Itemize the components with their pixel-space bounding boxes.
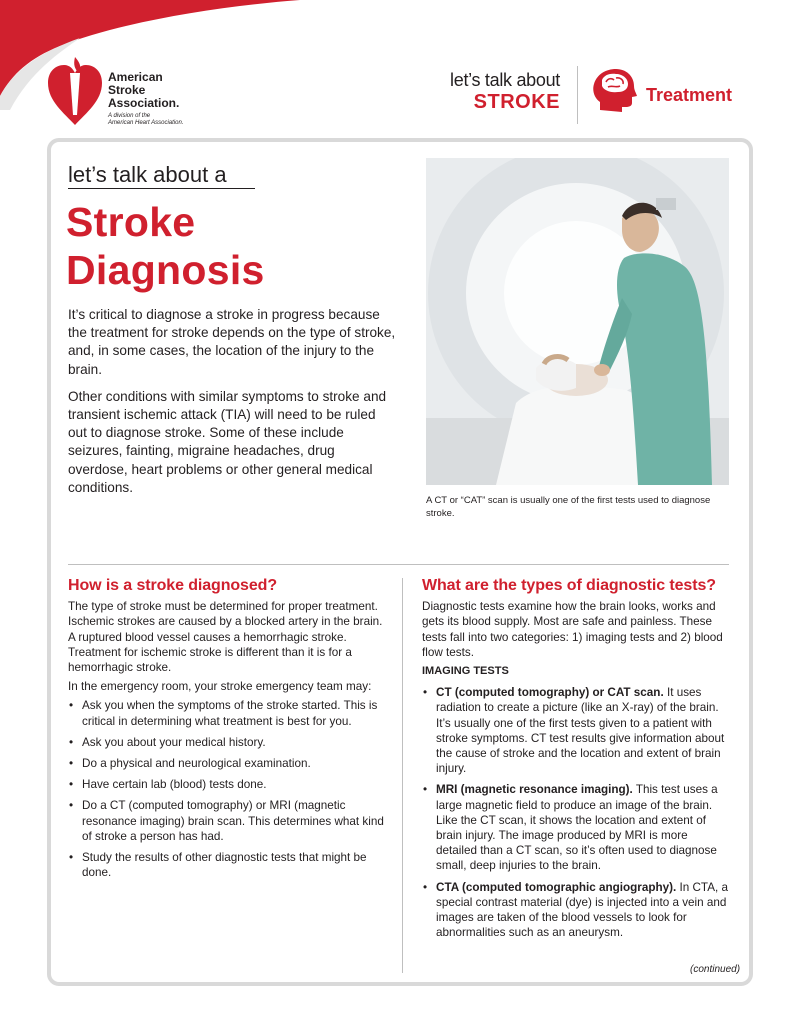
list-item: • Do a physical and neurological examination.	[68, 756, 386, 771]
list-item	[422, 685, 730, 776]
list-item: • Study the results of other diagnostic tests that might be done.	[68, 850, 386, 880]
header-divider	[577, 66, 578, 124]
logo-subtitle: A division of the American Heart Association.	[108, 113, 184, 126]
test-term: MRI (magnetic resonance imaging).	[436, 783, 633, 797]
series-header	[428, 70, 560, 114]
imaging-test-list	[422, 685, 730, 940]
left-paragraph: The type of stroke must be determined for proper treatment. Ischemic strokes are caused by a blocked artery in the brain. A ruptured blood vessel causes a hemorrhagic stroke. Treatment for ischemic stroke is different than it is for a hemorrhagic stroke.	[68, 600, 383, 675]
left-paragraph: In the emergency room, your stroke emergency team may:	[68, 680, 372, 694]
intro-text	[68, 306, 398, 506]
kicker-underline	[68, 188, 255, 189]
left-heading: How is a stroke diagnosed?	[68, 577, 278, 594]
intro-paragraph: It’s critical to diagnose a stroke in progress because the treatment for stroke depends on the type of stroke, and, in some cases, the location of the injury to the brain.	[68, 307, 396, 377]
list-item: • Do a CT (computed tomography) or MRI (magnetic resonance imaging) brain scan. This determines what kind of stroke a person has had.	[68, 798, 386, 844]
left-column	[68, 578, 386, 886]
continued-note: (continued)	[690, 964, 741, 975]
asa-logo	[44, 55, 214, 135]
list-item: • Ask you about your medical history.	[68, 735, 386, 750]
series-lead: let’s talk about	[450, 70, 560, 90]
list-item: • Have certain lab (blood) tests done.	[68, 777, 386, 792]
logo-name: American Stroke Association.	[108, 70, 180, 110]
right-column	[422, 578, 730, 946]
imaging-subheading: IMAGING TESTS	[422, 665, 509, 678]
list-item: • Ask you when the symptoms of the stroke started. This is critical in determining what treatment is best for you.	[68, 698, 386, 728]
test-description: It uses radiation to create a picture (like an X-ray) of the brain. It’s usually one of the first tests given to a patient with stroke symptoms. CT test results give information about the cause of stroke and the location and extent of brain injury.	[436, 686, 725, 776]
ct-scan-photo	[426, 158, 729, 485]
series-title: STROKE	[473, 91, 560, 113]
right-paragraph: Diagnostic tests examine how the brain looks, works and gets its blood supply. Most are safe and painless. These tests fall into two categories: 1) imaging tests and 2) blood flow tests.	[422, 600, 723, 659]
column-divider	[402, 578, 403, 973]
list-item	[422, 880, 730, 941]
test-description: This test uses a large magnetic field to produce an image of the brain. Like the CT scan, it shows the location and extent of brain injury. The image produced by MRI is more detailed than a CT scan, so it’s often used to diagnose small, deep injuries to the brain.	[436, 783, 718, 873]
section-label: Treatment	[646, 85, 733, 105]
left-bullet-list	[68, 698, 386, 880]
heart-torch-icon	[44, 55, 106, 127]
right-heading: What are the types of diagnostic tests?	[422, 577, 716, 594]
list-item	[422, 782, 730, 873]
test-description: In CTA, a special contrast material (dye) is injected into a vein and images are taken of the blood vessels to look for abnormalities such as an aneurysm.	[436, 880, 728, 940]
head-brain-icon	[590, 66, 638, 114]
page-title: Stroke Diagnosis	[66, 199, 265, 293]
title-kicker: let’s talk about a	[68, 162, 227, 187]
photo-caption: A CT or “CAT” scan is usually one of the first tests used to diagnose stroke.	[426, 495, 711, 519]
test-term: CTA (computed tomographic angiography).	[436, 880, 677, 894]
intro-paragraph: Other conditions with similar symptoms to stroke and transient ischemic attack (TIA) will need to be ruled out to diagnose stroke. Some of these include seizures, fainting, migraine headaches, drug overdose, heart problems or other general medical conditions.	[68, 388, 387, 495]
section-rule	[68, 564, 729, 565]
test-term: CT (computed tomography) or CAT scan.	[436, 686, 664, 700]
